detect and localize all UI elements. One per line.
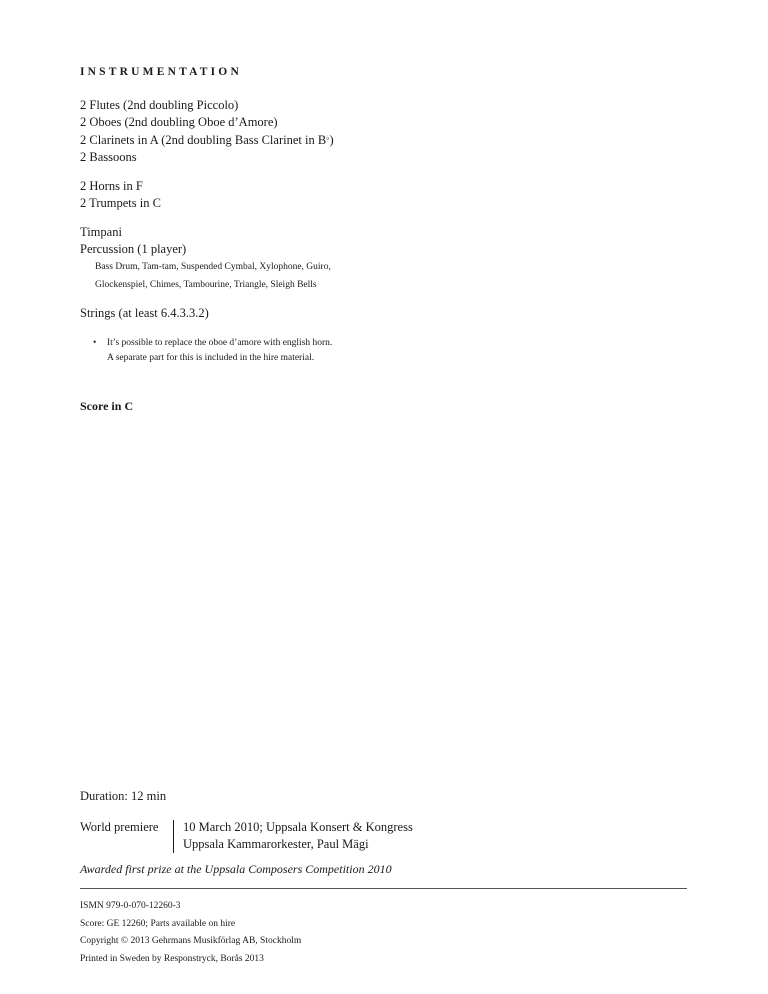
brass-line: 2 Trumpets in C	[80, 195, 161, 210]
premiere-details	[183, 819, 413, 852]
colophon-line: Printed in Sweden by Responstryck, Borås 2013	[80, 953, 264, 964]
woodwind-line: 2 Oboes (2nd doubling Oboe d’Amore)	[80, 114, 278, 129]
page-heading: INSTRUMENTATION	[80, 66, 242, 78]
timpani-line: Timpani	[80, 225, 122, 239]
clarinet-close: )	[329, 133, 334, 147]
note-line: It’s possible to replace the oboe d’amore with english horn.	[107, 338, 333, 348]
premiere-label: World premiere	[80, 820, 159, 834]
score-label: Score in C	[80, 399, 134, 413]
percussion-details	[95, 258, 331, 294]
woodwinds-list	[80, 97, 334, 165]
percussion-title: Percussion (1 player)	[80, 241, 187, 256]
woodwind-line	[80, 130, 334, 149]
woodwind-line: 2 Flutes (2nd doubling Piccolo)	[80, 98, 239, 112]
colophon-line: Copyright © 2013 Gehrmans Musikförlag AB, Stockholm	[80, 936, 302, 946]
colophon-divider	[80, 888, 687, 889]
performance-note	[95, 336, 332, 366]
duration: Duration: 12 min	[80, 789, 167, 803]
percussion-section	[80, 224, 186, 257]
clarinet-text: 2 Clarinets in A (2nd doubling Bass Clarinet in B	[80, 133, 327, 147]
colophon-line: ISMN 979-0-070-12260-3	[80, 901, 181, 911]
premiere-divider	[173, 820, 174, 853]
percussion-detail-line: Glockenspiel, Chimes, Tambourine, Triangle, Sleigh Bells	[95, 280, 317, 290]
percussion-detail-line: Bass Drum, Tam-tam, Suspended Cymbal, Xylophone, Guiro,	[95, 262, 331, 272]
premiere-line: Uppsala Kammarorkester, Paul Mägi	[183, 836, 369, 851]
colophon	[80, 898, 301, 968]
brass-line: 2 Horns in F	[80, 179, 143, 193]
premiere-line: 10 March 2010; Uppsala Konsert & Kongress	[183, 820, 413, 834]
woodwind-line: 2 Bassoons	[80, 149, 137, 164]
brass-list	[80, 178, 161, 211]
award-note: Awarded first prize at the Uppsala Composers Competition 2010	[80, 862, 392, 876]
strings-line: Strings (at least 6.4.3.3.2)	[80, 306, 209, 320]
bullet-icon: •	[93, 338, 97, 348]
colophon-line: Score: GE 12260; Parts available on hire	[80, 918, 236, 929]
note-line: A separate part for this is included in the hire material.	[107, 353, 315, 363]
flat-sign: ♭	[326, 134, 330, 142]
